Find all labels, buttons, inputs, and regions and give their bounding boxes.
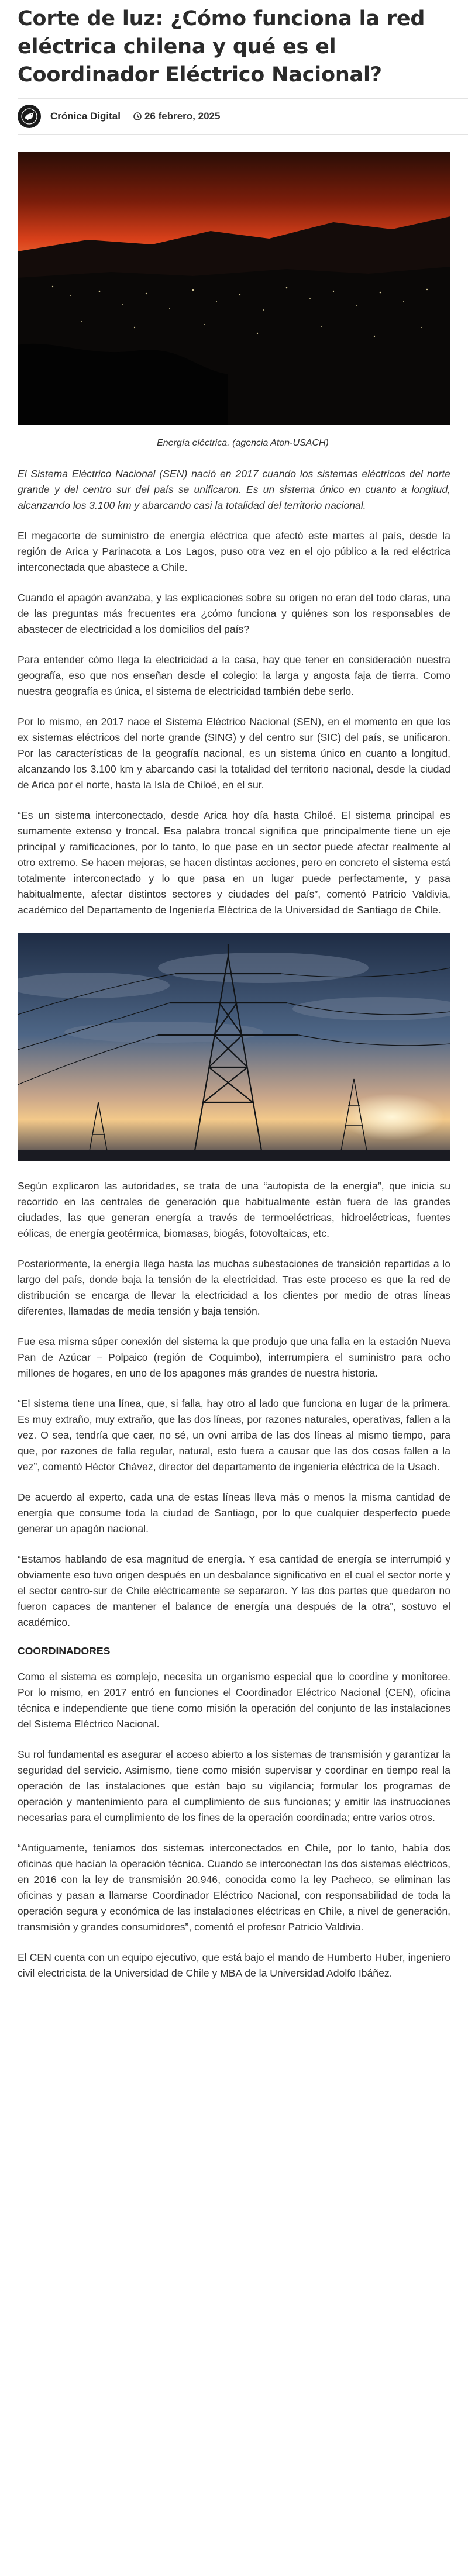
body-paragraph: Según explicaron las autoridades, se trata de una “autopista de la energía”, que inicia su recorrido en las centrales de generación que habitualmente están fuera de las grandes ciudades, las que generan energía a través de termoeléctricas, hidroeléctricas, fuentes eólicas, de energía geotérmica, biomasas, biogás, fotovoltaicas, etc. (18, 1180, 450, 1239)
article (18, 0, 468, 1981)
power-tower-photo (18, 933, 450, 1161)
crow-logo-icon (21, 108, 37, 125)
body-paragraph: Por lo mismo, en 2017 nace el Sistema Eléctrico Nacional (SEN), en el momento en que los ex sistemas eléctricos del norte grande (SING) y del centro sur (SIC) del país, se unificaron. Por las características de la geografía nacional, es un sistema único en cuanto a longitud, alcanzando los 3.100 km y abarcando casi la totalidad del territorio nacional, desde la ciudad de Arica por el norte, hasta la Isla de Chiloé, en el sur. (18, 716, 450, 791)
clock-icon (133, 112, 142, 120)
body-paragraph: El CEN cuenta con un equipo ejecutivo, que está bajo el mando de Humberto Huber, ingeniero civil electricista de la Universidad de Chile y MBA de la Universidad Adolfo Ibáñez. (18, 1951, 450, 1979)
quote-paragraph: “El sistema tiene una línea, que, si falla, hay otro al lado que funciona en lugar de la primera. Es muy extraño, muy extraño, que las dos líneas, por razones naturales, operativas, fallen a la vez. O sea, tendría que caer, no sé, un ovni arriba de las dos líneas al mismo tiempo, para que, por razones de falla regular, natural, esto fuera a causar que las dos cosas fallen a la vez”, comentó Héctor Chávez, director del departamento de ingeniería eléctrica de la Usach. (18, 1398, 450, 1473)
author-avatar[interactable] (18, 105, 41, 128)
body-paragraph: Fue esa misma súper conexión del sistema la que produjo que una falla en la estación Nueva Pan de Azúcar – Polpaico (región de Coquimbo), interrumpiera el suministro para ocho millones de hogares, en uno de los apagones más grandes de nuestra historia. (18, 1336, 450, 1379)
body-paragraph: Cuando el apagón avanzaba, y las explicaciones sobre su origen no eran del todo claras, una de las preguntas más frecuentes era ¿cómo funciona y quiénes son los responsables de abastecer de electricidad a los domicilios del país? (18, 592, 450, 635)
quote-paragraph: “Es un sistema interconectado, desde Arica hoy día hasta Chiloé. El sistema principal es sumamente extenso y troncal. Esa palabra troncal significa que principalmente tiene un eje principal y ramificaciones, por lo tanto, lo que pase en un sector puede afectar realmente al otro extremo. Se hacen mejoras, se hacen distintas acciones, pero en concreto el sistema está totalmente interconectado y lo que pasa en un lugar puede perfectamente, y pasa habitualmente, afectar distintos sectores y ciudades del país”, comentó Patricio Valdivia, académico del Departamento de Ingeniería Eléctrica de la Universidad de Santiago de Chile. (18, 809, 450, 916)
body-paragraph: Como el sistema es complejo, necesita un organismo especial que lo coordine y monitoree. Por lo mismo, en 2017 entró en funciones el Coordinador Eléctrico Nacional (CEN), oficina técnica e independiente que tiene como misión la operación del conjunto de las instalaciones del Sistema Eléctrico Nacional. (18, 1671, 450, 1730)
body-paragraph: El megacorte de suministro de energía eléctrica que afectó este martes al país, desde la región de Arica y Parinacota a Los Lagos, puso otra vez en el ojo público a la red eléctrica interconectada que abastece a Chile. (18, 530, 450, 573)
quote-paragraph: “Antiguamente, teníamos dos sistemas interconectados en Chile, por lo tanto, había dos oficinas que hacían la operación técnica. Cuando se interconectan los dos sistemas eléctricos, en 2016 con la ley de transmisión 20.946, conocida como la ley Pacheco, se eliminan las oficinas y pasan a llamarse Coordinador Eléctrico Nacional, con responsabilidad de toda la operación segura y económica de las instalaciones eléctricas en Chile, a nivel de generación, transmisión y grandes consumidores”, comentó el profesor Patricio Valdivia. (18, 1842, 450, 1933)
publish-date-text: 26 febrero, 2025 (144, 111, 221, 122)
body-paragraph: Para entender cómo llega la electricidad a la casa, hay que tener en consideración nuestra geografía, eso que nos enseñan desde el colegio: la larga y angosta faja de tierra. Como nuestra geografía es única, el sistema de electricidad también debe serlo. (18, 654, 450, 697)
body-paragraph: De acuerdo al experto, cada una de estas líneas lleva más o menos la misma cantidad de energía que consume toda la ciudad de Santiago, por lo que cualquier desperfecto puede generar un apagón nacional. (18, 1491, 450, 1534)
article-title: Corte de luz: ¿Cómo funciona la red eléctrica chilena y qué es el Coordinador Eléctrico Nacional? (18, 7, 425, 87)
intro-paragraph: El Sistema Eléctrico Nacional (SEN) nació en 2017 cuando los sistemas eléctricos del norte grande y del centro sur del país se unificaron. Es un sistema único en cuanto a longitud, alcanzando los 3.100 km y abarcando casi la totalidad del territorio nacional. (18, 468, 450, 511)
publish-date (133, 111, 220, 122)
city-dusk-photo (18, 152, 450, 425)
quote-paragraph: “Estamos hablando de esa magnitud de energía. Y esa cantidad de energía se interrumpió y obviamente eso tuvo origen después en un desbalance significativo en el cual el sector norte y el sector centro-sur de Chile eléctricamente se separaron. Y las dos partes que quedaron no fueron capaces de mantener el balance de energía una después de la otra”, sostuvo el académico. (18, 1553, 450, 1628)
article-meta (18, 98, 468, 135)
author-link[interactable]: Crónica Digital (50, 111, 121, 122)
body-paragraph: Posteriormente, la energía llega hasta las muchas subestaciones de transición repartidas a lo largo del país, donde baja la tensión de la electricidad. Tras este proceso es que la red de distribución se encarga de llevar la electricidad a los clientes por medio de otras líneas diferentes, llamadas de media tensión y baja tensión. (18, 1258, 450, 1317)
image-caption: Energía eléctrica. (agencia Aton-USACH) (157, 438, 329, 448)
body-paragraph: Su rol fundamental es asegurar el acceso abierto a los sistemas de transmisión y garantizar la seguridad del servicio. Asimismo, tiene como misión supervisar y coordinar en tiempo real la operación de las instalaciones que están bajo su vigilancia; formular los programas de operación y mantenimiento para el cumplimiento de sus funciones; y emitir las instrucciones necesarias para el cumplimiento de los fines de la operación coordinada; entre varios otros. (18, 1749, 450, 1823)
section-heading: COORDINADORES (18, 1645, 111, 1657)
